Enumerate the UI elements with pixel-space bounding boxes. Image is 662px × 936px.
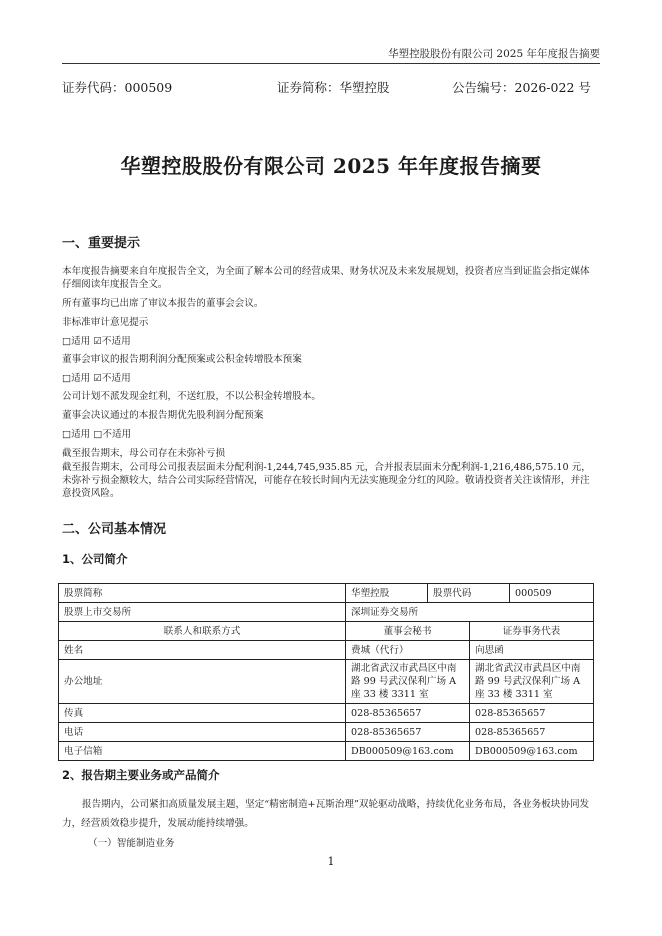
- table-cell: 湖北省武汉市武昌区中南路 99 号武汉保利广场 A 座 33 楼 3311 室: [470, 660, 594, 704]
- table-cell: 费城（代行）: [346, 641, 470, 660]
- business-paragraph-2: （一）智能制造业务: [88, 838, 175, 849]
- table-header-cell: 联系人和联系方式: [59, 622, 346, 641]
- table-cell: 湖北省武汉市武昌区中南路 99 号武汉保利广场 A 座 33 楼 3311 室: [346, 660, 470, 704]
- option-line-3: □适用 □不适用: [62, 429, 132, 440]
- table-row: [59, 584, 594, 603]
- table-cell: 028-85365657: [346, 704, 470, 723]
- notice-paragraph-7: 截至报告期末，母公司存在未弥补亏损: [62, 448, 226, 459]
- notice-paragraph-6: 董事会决议通过的本报告期优先股利润分配预案: [62, 410, 264, 421]
- table-cell: 办公地址: [59, 660, 346, 704]
- table-cell: DB000509@163.com: [346, 742, 470, 761]
- table-cell: 000509: [510, 584, 594, 603]
- table-row: [59, 723, 594, 742]
- table-cell: 股票代码: [428, 584, 510, 603]
- stock-code: 证券代码：000509: [62, 80, 173, 95]
- table-cell: 向思函: [470, 641, 594, 660]
- table-cell: 028-85365657: [470, 704, 594, 723]
- notice-paragraph-5: 公司计划不派发现金红利，不送红股，不以公积金转增股本。: [62, 391, 322, 402]
- table-cell: 电话: [59, 723, 346, 742]
- table-cell: 028-85365657: [346, 723, 470, 742]
- option-line-1: □适用 ☑不适用: [62, 336, 131, 347]
- notice-paragraph-2: 所有董事均已出席了审议本报告的董事会会议。: [62, 298, 264, 309]
- section-heading-company-info: 二、公司基本情况: [62, 522, 167, 537]
- announcement-number: 公告编号：2026-022 号: [452, 80, 591, 95]
- notice-paragraph-3: 非标准审计意见提示: [62, 317, 149, 328]
- table-row: [59, 622, 594, 641]
- table-cell: DB000509@163.com: [470, 742, 594, 761]
- table-cell: 股票上市交易所: [59, 603, 346, 622]
- document-title: 华塑控股股份有限公司 2025 年年度报告摘要: [120, 154, 542, 178]
- table-header-cell: 证券事务代表: [470, 622, 594, 641]
- subsection-heading-main-business: 2、报告期主要业务或产品简介: [62, 768, 220, 782]
- section-heading-important-notice: 一、重要提示: [62, 236, 141, 251]
- table-cell: 华塑控股: [346, 584, 428, 603]
- table-cell: 028-85365657: [470, 723, 594, 742]
- table-row: [59, 742, 594, 761]
- table-row: [59, 641, 594, 660]
- table-header-cell: 董事会秘书: [346, 622, 470, 641]
- business-paragraph-1: 报告期内，公司紧扣高质量发展主题，坚定“精密制造+瓦斯治理”双轮驱动战略，持续优化业务布局，各业务板块协同发力，经营质效稳步提升，发展动能持续增强。: [62, 799, 590, 829]
- table-row: [59, 704, 594, 723]
- page-number: 1: [327, 855, 335, 868]
- running-header: 华塑控股股份有限公司 2025 年年度报告摘要: [388, 48, 600, 60]
- header-divider: [62, 63, 600, 64]
- table-cell: 电子信箱: [59, 742, 346, 761]
- notice-paragraph-4: 董事会审议的报告期利润分配预案或公积金转增股本预案: [62, 354, 302, 365]
- table-row: [59, 603, 594, 622]
- notice-paragraph-1: 本年度报告摘要来自年度报告全文，为全面了解本公司的经营成果、财务状况及未来发展规划，投资者应当到证监会指定媒体仔细阅读年度报告全文。: [62, 266, 590, 290]
- company-info-table: [58, 583, 594, 761]
- notice-paragraph-8: 截至报告期末，公司母公司报表层面未分配利润-1,244,745,935.85 元，合并报表层面未分配利润-1,216,486,575.10 元，未弥补亏损金额较大，结合公司实际经营情况，可能存在较长时间内无法实施现金分红的风险。敬请投资者关注该情形，并注意投资风险。: [62, 462, 591, 499]
- table-cell: 姓名: [59, 641, 346, 660]
- stock-abbreviation: 证券简称：华塑控股: [277, 80, 390, 95]
- table-row: [59, 660, 594, 704]
- subsection-heading-company-profile: 1、公司简介: [62, 552, 128, 566]
- option-line-2: □适用 ☑不适用: [62, 373, 131, 384]
- table-cell: 深圳证券交易所: [346, 603, 594, 622]
- table-cell: 股票简称: [59, 584, 346, 603]
- table-cell: 传真: [59, 704, 346, 723]
